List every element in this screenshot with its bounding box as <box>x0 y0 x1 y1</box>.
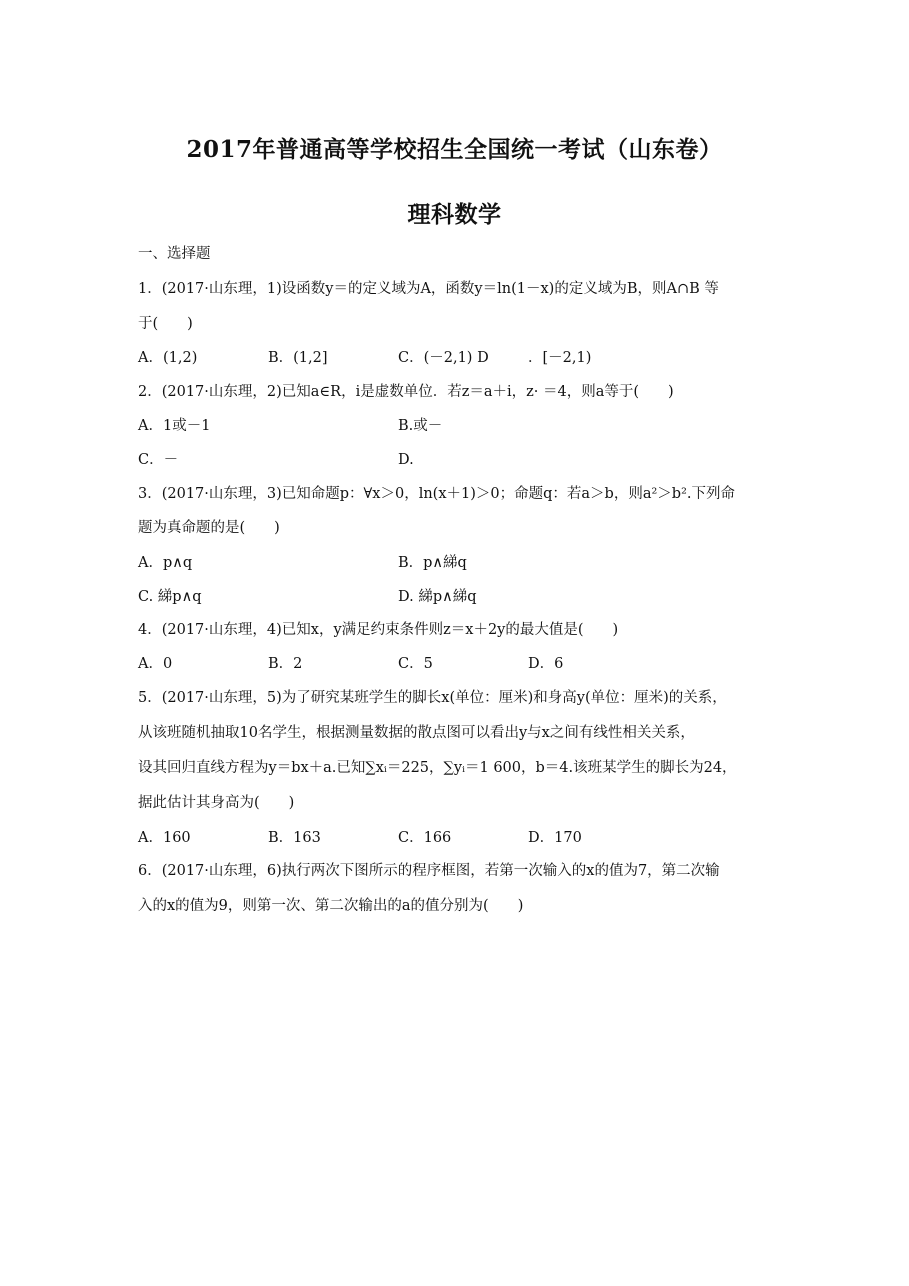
q1-option-b: B．(1,2] <box>268 350 328 366</box>
q2-option-a: A．1或－1 <box>138 418 211 434</box>
q2-option-b: B.或－ <box>398 418 443 434</box>
q4-option-d: D．6 <box>528 656 564 672</box>
q4-option-c: C．5 <box>398 656 433 672</box>
q5-option-a: A．160 <box>138 830 191 846</box>
q1-option-c: C．(－2,1) D <box>398 350 489 366</box>
q2-stem-line1: 2．(2017·山东理，2)已知a∈R，i是虚数单位．若z＝a＋i，z· ＝4，则a等于( ) <box>138 384 674 400</box>
q5-stem-line3: 设其回归直线方程为y＝bx＋a.已知∑xᵢ＝225，∑yᵢ＝1 600，b＝4.该班某学生的脚长为24， <box>138 760 737 776</box>
q3-option-a: A．p∧q <box>138 555 193 571</box>
q1-stem-line1: 1．(2017·山东理，1)设函数y＝的定义域为A，函数y＝ln(1－x)的定义域为B，则A∩B 等 <box>138 281 719 297</box>
q3-option-c: C. 綈p∧q <box>138 589 202 605</box>
q3-option-d: D. 綈p∧綈q <box>398 589 477 605</box>
section-heading: 一、选择题 <box>138 246 211 262</box>
q2-option-c: C．－ <box>138 452 179 468</box>
exam-title: 2017年普通高等学校招生全国统一考试（山东卷） <box>186 136 723 163</box>
q1-option-a: A．(1,2) <box>138 350 198 366</box>
q5-stem-line2: 从该班随机抽取10名学生，根据测量数据的散点图可以看出y与x之间有线性相关关系， <box>138 725 695 741</box>
q2-option-d: D. <box>398 452 414 468</box>
q4-option-b: B．2 <box>268 656 303 672</box>
q4-option-a: A．0 <box>138 656 173 672</box>
q1-option-d: ．[－2,1) <box>528 350 592 366</box>
q1-stem-line2: 于( ) <box>138 316 193 332</box>
q6-stem-line1: 6．(2017·山东理，6)执行两次下图所示的程序框图，若第一次输入的x的值为7，第二次输 <box>138 863 720 879</box>
q4-stem-line1: 4．(2017·山东理，4)已知x，y满足约束条件则z＝x＋2y的最大值是( ) <box>138 622 619 638</box>
q5-option-b: B．163 <box>268 830 321 846</box>
q6-stem-line2: 入的x的值为9，则第一次、第二次输出的a的值分别为( ) <box>138 898 524 914</box>
q5-option-c: C．166 <box>398 830 452 846</box>
exam-subtitle: 理科数学 <box>407 201 502 228</box>
q3-stem-line2: 题为真命题的是( ) <box>138 520 280 536</box>
q5-option-d: D．170 <box>528 830 582 846</box>
q3-stem-line1: 3．(2017·山东理，3)已知命题p：∀x＞0，ln(x＋1)＞0；命题q：若a＞b，则a²＞b².下列命 <box>138 486 735 502</box>
q5-stem-line1: 5．(2017·山东理，5)为了研究某班学生的脚长x(单位：厘米)和身高y(单位：厘米)的关系， <box>138 690 727 706</box>
q5-stem-line4: 据此估计其身高为( ) <box>138 795 295 811</box>
q3-option-b: B．p∧綈q <box>398 555 467 571</box>
